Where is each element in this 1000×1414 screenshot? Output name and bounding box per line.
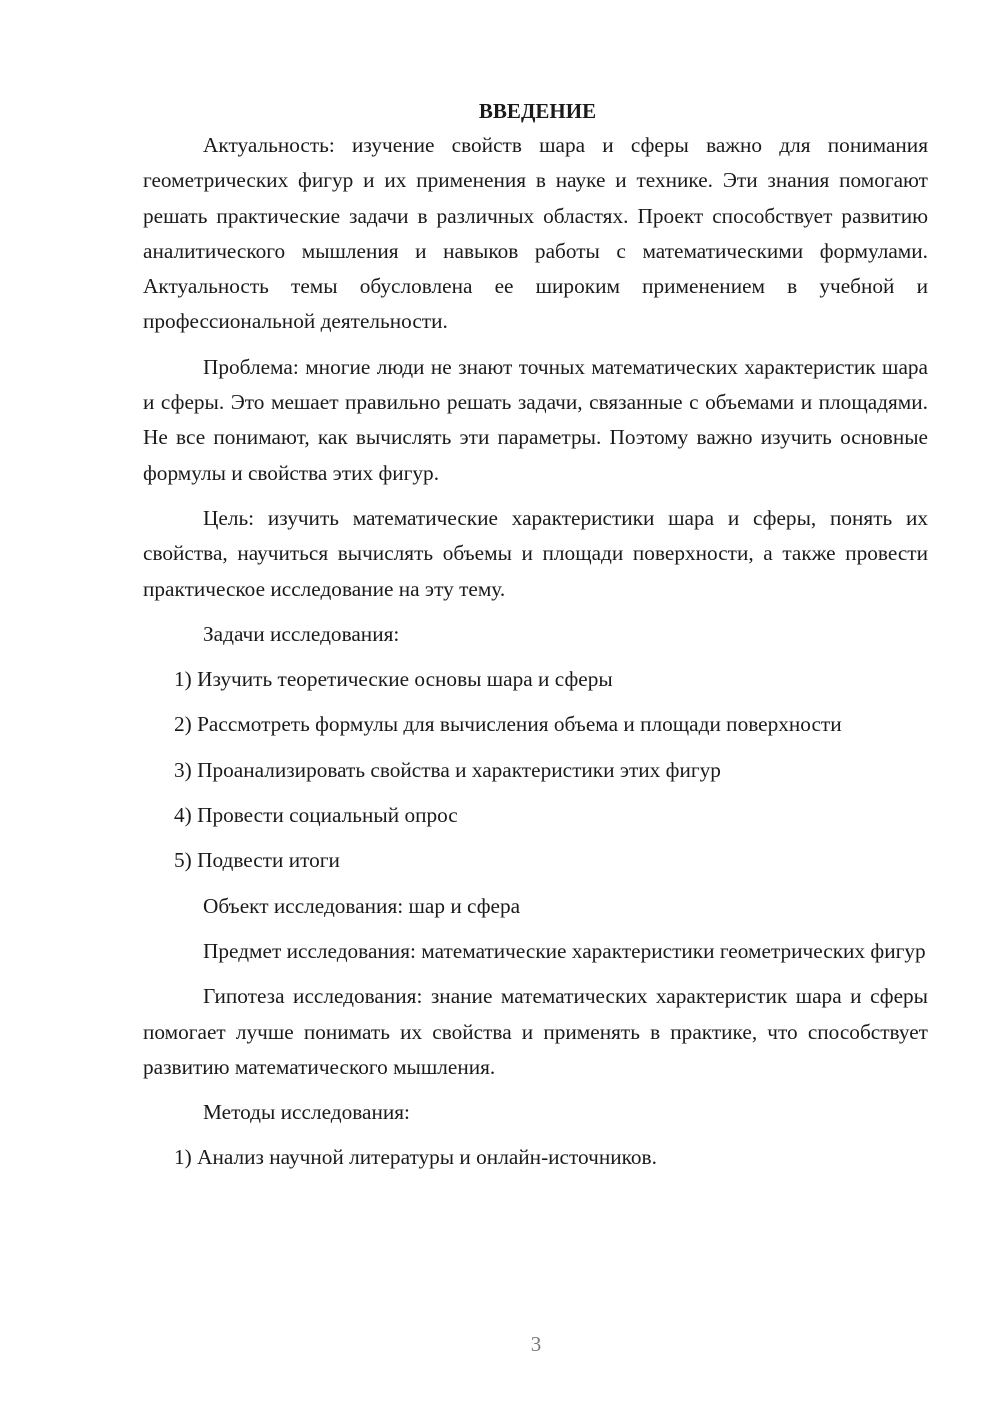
paragraph-goal: Цель: изучить математические характеристики шара и сферы, понять их свойства, научиться вычислять объемы и площади поверхности, а также провести практическое исследование на эту тему. <box>143 505 928 601</box>
list-item-task-2: 2) Рассмотреть формулы для вычисления объема и площади поверхности <box>174 712 842 737</box>
list-item-task-1: 1) Изучить теоретические основы шара и сферы <box>174 667 613 692</box>
list-item-task-4: 4) Провести социальный опрос <box>174 803 458 828</box>
methods-heading: Методы исследования: <box>203 1100 410 1125</box>
page-title: ВВЕДЕНИЕ <box>478 99 597 123</box>
paragraph-subject: Предмет исследования: математические характеристики геометрических фигур <box>203 938 926 963</box>
page-number: 3 <box>530 1332 542 1356</box>
paragraph-relevance: Актуальность: изучение свойств шара и сферы важно для понимания геометрических фигур и их применения в науке и технике. Эти знания помогают решать практические задачи в различных областях. Проект способствует развитию аналитического мышления и навыков работы с математическими формулами. Актуальность темы обусловлена ее широким применением в учебной и профессиональной деятельности. <box>143 133 928 334</box>
list-item-task-5: 5) Подвести итоги <box>174 848 340 873</box>
tasks-heading: Задачи исследования: <box>203 621 400 646</box>
paragraph-hypothesis: Гипотеза исследования: знание математических характеристик шара и сферы помогает лучше понимать их свойства и применять в практике, что способствует развитию математического мышления. <box>143 984 928 1079</box>
list-item-method-1: 1) Анализ научной литературы и онлайн-источников. <box>174 1145 657 1170</box>
document-page <box>143 96 928 1176</box>
list-item-task-3: 3) Проанализировать свойства и характеристики этих фигур <box>174 757 721 782</box>
paragraph-problem: Проблема: многие люди не знают точных математических характеристик шара и сферы. Это мешает правильно решать задачи, связанные с объемами и площадями. Не все понимают, как вычислять эти параметры. Поэтому важно изучить основные формулы и свойства этих фигур. <box>143 354 928 485</box>
paragraph-object: Объект исследования: шар и сфера <box>203 893 521 918</box>
